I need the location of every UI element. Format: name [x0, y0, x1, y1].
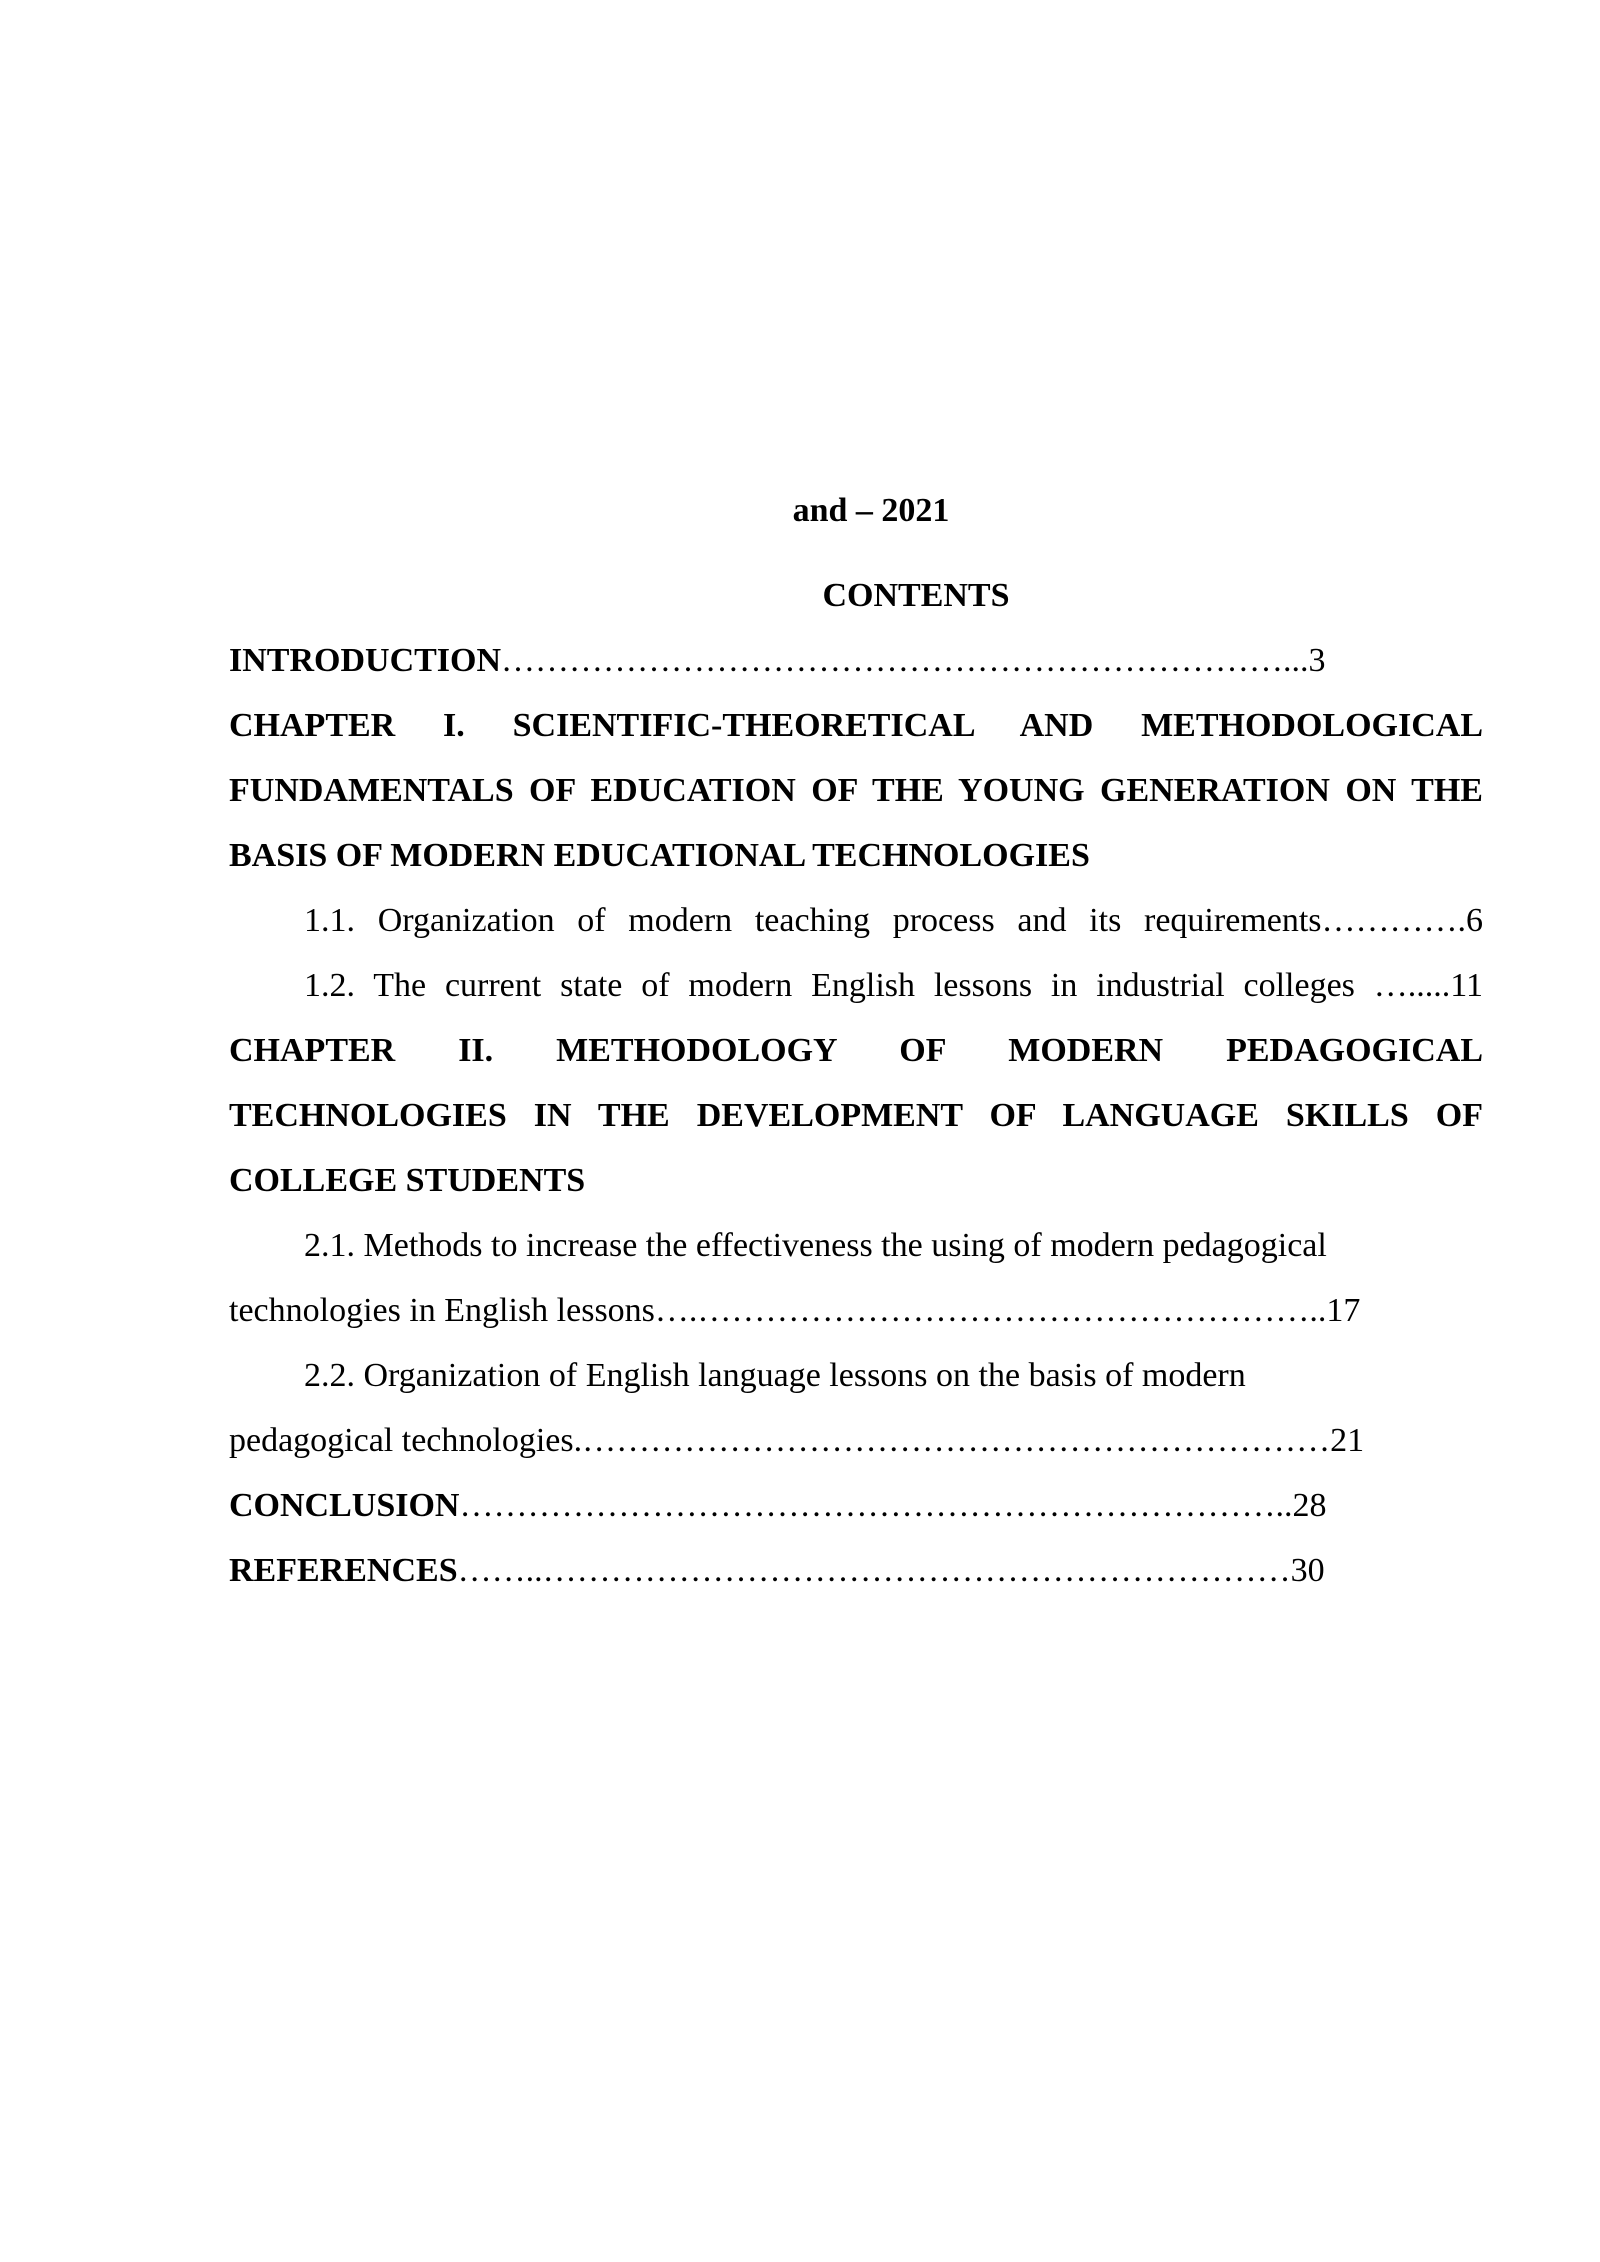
toc-entry-label-line1: 2.1. Methods to increase the effectiveness the using of modern pedagogical — [304, 1227, 1327, 1264]
toc-entry-label: INTRODUCTION — [229, 642, 502, 679]
toc-entry-label-line2 — [229, 1278, 1483, 1343]
toc-entry-introduction[interactable] — [229, 628, 1483, 693]
toc-entry-section-2-1[interactable] — [229, 1213, 1483, 1343]
toc-entry-label: CONCLUSION — [229, 1487, 460, 1524]
toc-entry-label: pedagogical technologies. — [229, 1422, 583, 1459]
toc-entry-label: 1.1. Organization of modern teaching process and its requirements — [304, 902, 1322, 939]
toc-leader: ….……………………………………………….. — [654, 1292, 1327, 1329]
toc-page-number: 30 — [1290, 1552, 1325, 1589]
toc-entry-label: technologies in English lessons — [229, 1292, 655, 1329]
toc-chapter-1-title[interactable]: CHAPTER I. SCIENTIFIC-THEORETICAL AND METHODOLOGICAL FUNDAMENTALS OF EDUCATION OF THE YOUNG GENERATION ON THE BASIS OF MODERN EDUCATIONAL TECHNOLOGIES — [229, 707, 1483, 874]
table-of-contents — [229, 478, 1483, 1603]
toc-entry-label-line2 — [229, 1408, 1483, 1473]
contents-title: CONTENTS — [822, 577, 1010, 614]
toc-chapter-2-title[interactable]: CHAPTER II. METHODOLOGY OF MODERN PEDAGOGICAL TECHNOLOGIES IN THE DEVELOPMENT OF LANGUAGE SKILLS OF COLLEGE STUDENTS — [229, 1032, 1483, 1199]
toc-leader: ……………………………………………………………... — [501, 642, 1309, 679]
toc-entry-section-2-2[interactable] — [229, 1343, 1483, 1473]
toc-entry-label: REFERENCES — [229, 1552, 458, 1589]
toc-entry-references[interactable] — [229, 1538, 1483, 1603]
toc-leader: …..... — [1354, 967, 1451, 1004]
toc-entry-conclusion[interactable] — [229, 1473, 1483, 1538]
toc-page-number: 3 — [1308, 642, 1326, 679]
toc-page-number: 28 — [1292, 1487, 1327, 1524]
toc-entry-label-line1: 2.2. Organization of English language lessons on the basis of modern — [304, 1357, 1246, 1394]
toc-page-number: 21 — [1330, 1422, 1365, 1459]
toc-page-number: 11 — [1450, 967, 1484, 1004]
year-line: and – 2021 — [792, 492, 950, 529]
toc-leader: ……..………………………………………………………… — [457, 1552, 1291, 1589]
toc-entry-label: 1.2. The current state of modern English lessons in industrial colleges — [304, 967, 1355, 1004]
toc-entry-section-1-1[interactable] — [229, 888, 1483, 953]
toc-leader: ……………………………………………………………….. — [459, 1487, 1293, 1524]
toc-leader: ………………………………………………………… — [582, 1422, 1331, 1459]
toc-entry-section-1-2[interactable] — [229, 953, 1483, 1018]
toc-page-number: 6 — [1466, 902, 1483, 939]
toc-page-number: 17 — [1326, 1292, 1361, 1329]
toc-leader: …………. — [1321, 902, 1466, 939]
